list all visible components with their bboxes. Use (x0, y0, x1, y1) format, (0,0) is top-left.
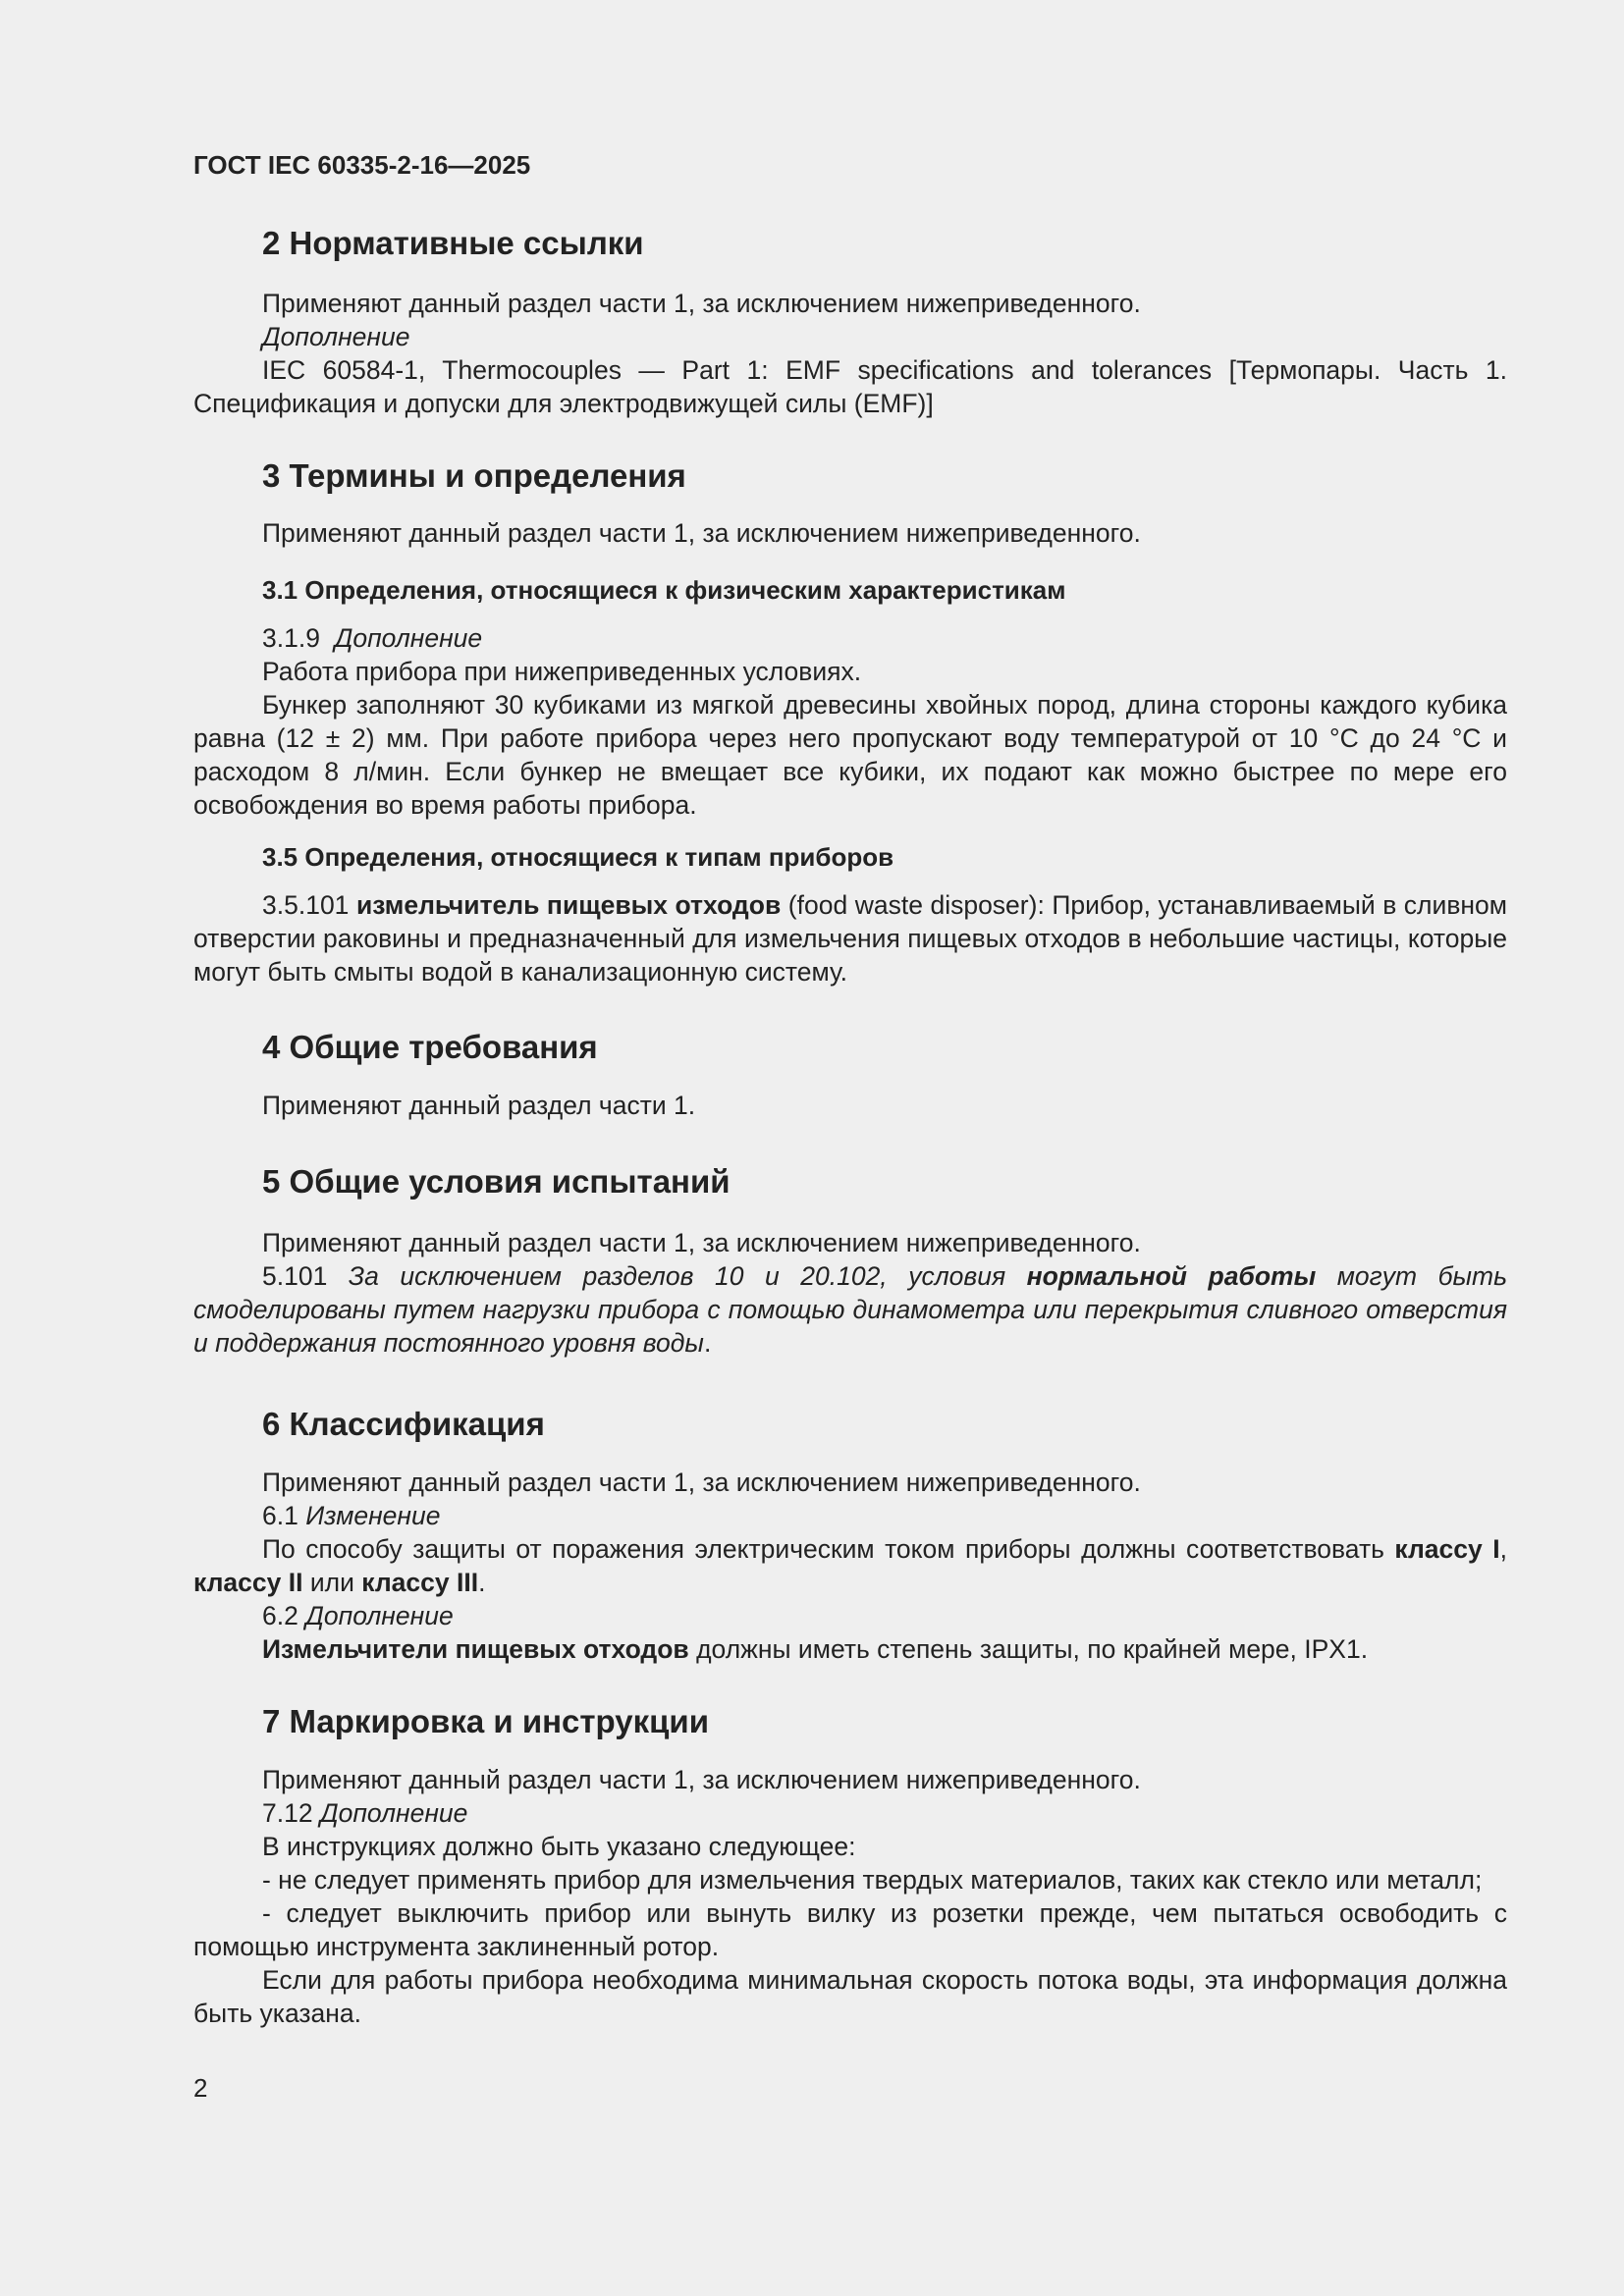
section-3-intro: Применяют данный раздел части 1, за исключением нижеприведенного. (262, 518, 1141, 548)
class-iii-term: классу III (361, 1568, 479, 1597)
section-4-body (193, 1089, 1507, 1122)
instruction-item: - следует выключить прибор или вынуть вилку из розетки прежде, чем пытаться освободить с помощью инструмента заклиненный ротор. (193, 1898, 1507, 1961)
clause-5-101 (193, 1259, 1507, 1360)
section-4-intro: Применяют данный раздел части 1. (262, 1091, 696, 1120)
clause-label: Изменение (305, 1501, 441, 1530)
clause-5-101-period: . (703, 1328, 712, 1358)
section-6-body (193, 1466, 1507, 1666)
section-2-reference: IEC 60584-1, Thermocouples — Part 1: EMF specifications and tolerances [Термопары. Часть 1. Спецификация и допуски для электродвижущей силы (EMF)] (193, 355, 1507, 418)
defined-term: нормальной работы (1026, 1261, 1317, 1291)
definition-body: (food waste disposer): Прибор, устанавливаемый в сливном отверстии раковины и предназначенный для измельчения пищевых отходов в небольшие частицы, которые могут быть смыты водой в канализационную систему. (193, 890, 1507, 987)
section-7-body (193, 1763, 1507, 2030)
clause-number: 3.1.9 (262, 623, 320, 653)
clause-6-1-sentence: По способу защиты от поражения электрическим током приборы должны соответствовать (262, 1534, 1395, 1564)
clause-5-101-text-2: могут быть смоделированы путем нагрузки прибора с помощью динамометра или перекрытия сливного отверстия и поддержания постоянного уровня воды (193, 1261, 1508, 1358)
clause-5-101-text-1: За исключением разделов 10 и 20.102, условия (348, 1261, 1006, 1291)
clause-6-2-title (193, 1599, 1507, 1632)
clause-3-1-9-text-2: Бункер заполняют 30 кубиками из мягкой древесины хвойных пород, длина стороны каждого кубика равна (12 ± 2) мм. При работе прибора через него пропускают воду температурой от 10 °C до 24 °C и расходом 8 л/мин. Если бункер не вмещает все кубики, их подают как можно быстрее по мере его освобождения во время работы прибора. (193, 690, 1507, 820)
clause-label: Дополнение (319, 1798, 468, 1828)
class-i-term: классу I (1394, 1534, 1500, 1564)
section-5-body (193, 1226, 1507, 1360)
separator: или (302, 1568, 362, 1597)
clause-label: Дополнение (334, 623, 483, 653)
definition-text (193, 888, 1507, 988)
section-6-intro: Применяют данный раздел части 1, за исключением нижеприведенного. (262, 1468, 1141, 1497)
class-ii-term: классу II (193, 1568, 303, 1597)
section-2-addition-label: Дополнение (262, 322, 410, 351)
clause-6-1-text (193, 1532, 1507, 1599)
section-2-body (193, 287, 1507, 420)
document-designation: ГОСТ IEC 60335-2-16—2025 (193, 150, 531, 180)
section-3-intro-block (193, 516, 1507, 550)
water-flow-note: Если для работы прибора необходима минимальная скорость потока воды, эта информация должна быть указана. (193, 1965, 1507, 2028)
section-4-heading: 4 Общие требования (262, 1029, 598, 1065)
section-7-intro: Применяют данный раздел части 1, за исключением нижеприведенного. (262, 1765, 1141, 1794)
clause-number: 6.2 (262, 1601, 298, 1630)
clause-6-2-text (193, 1632, 1507, 1666)
separator: , (1499, 1534, 1507, 1564)
clause-3-1-9-title (193, 621, 1507, 655)
section-3-heading: 3 Термины и определения (262, 457, 686, 494)
definition-number: 3.5.101 (262, 890, 350, 920)
clause-number: 6.1 (262, 1501, 298, 1530)
subsection-3-1-heading: 3.1 Определения, относящиеся к физическим характеристикам (262, 575, 1066, 605)
definition-term: измельчитель пищевых отходов (355, 890, 782, 920)
section-5-heading: 5 Общие условия испытаний (262, 1163, 731, 1200)
definition-3-5-101 (193, 888, 1507, 988)
clause-7-12-title (193, 1796, 1507, 1830)
section-7-heading: 7 Маркировка и инструкции (262, 1703, 710, 1739)
clause-6-1-title (193, 1499, 1507, 1532)
clause-number: 7.12 (262, 1798, 313, 1828)
document-page (193, 0, 1507, 2296)
section-2-heading: 2 Нормативные ссылки (262, 225, 644, 261)
instructions-intro: В инструкциях должно быть указано следующее: (262, 1832, 856, 1861)
section-6-heading: 6 Классификация (262, 1406, 545, 1442)
clause-number: 5.101 (262, 1261, 328, 1291)
clause-6-2-sentence: должны иметь степень защиты, по крайней мере, IPX1. (688, 1634, 1369, 1664)
section-2-intro: Применяют данный раздел части 1, за исключением нижеприведенного. (262, 289, 1141, 318)
section-5-intro: Применяют данный раздел части 1, за исключением нижеприведенного. (262, 1228, 1141, 1257)
page-number: 2 (193, 2073, 208, 2103)
disposer-term: Измельчители пищевых отходов (262, 1634, 689, 1664)
instruction-item: - не следует применять прибор для измельчения твердых материалов, таких как стекло или металл; (262, 1865, 1483, 1895)
clause-3-1-9-text-1: Работа прибора при нижеприведенных условиях. (262, 657, 862, 686)
clause-label: Дополнение (305, 1601, 454, 1630)
period: . (478, 1568, 486, 1597)
clause-3-1-9 (193, 621, 1507, 822)
subsection-3-5-heading: 3.5 Определения, относящиеся к типам приборов (262, 842, 894, 872)
